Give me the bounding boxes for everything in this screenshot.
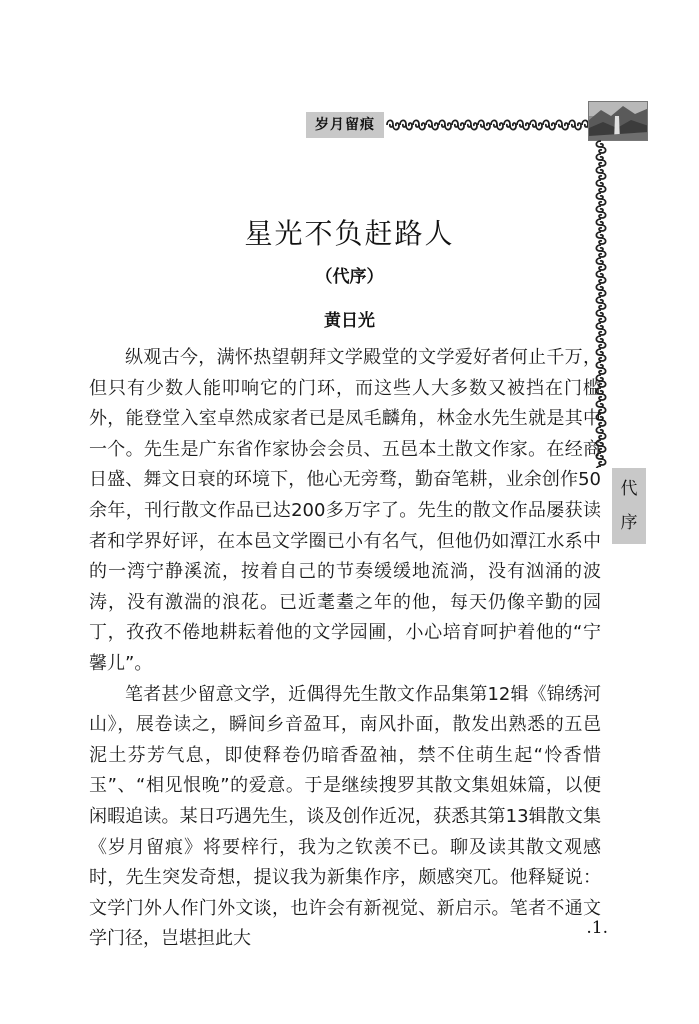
article-title: 星光不负赶路人 xyxy=(244,217,455,250)
landscape-photo-icon xyxy=(588,101,648,141)
section-tag: 岁月留痕 xyxy=(306,112,384,138)
article-author: 黄日光 xyxy=(324,311,375,331)
paragraph: 纵观古今，满怀热望朝拜文学殿堂的文学爱好者何止千万，但只有少数人能叩响它的门环，而这些人大多数又被挡在门槛外，能登堂入室卓然成家者已是凤毛麟角，林金水先生就是其中一个。先生是广东省作家协会会员、五邑本土散文作家。在经商日盛、舞文日衰的环境下，他心无旁骛，勤奋笔耕，业余创作50余年，刊行散文作品已达200多万字了。先生的散文作品屡获读者和学界好评，在本邑文学圈已小有名气，但他仍如潭江水系中的一湾宁静溪流，按着自己的节奏缓缓地流淌，没有汹涌的波涛，没有激湍的浪花。已近耄耋之年的他，每天仍像辛勤的园丁，孜孜不倦地耕耘着他的文学园圃，小心培育呵护着他的“宁馨儿”。 xyxy=(89,347,601,674)
side-tab-char: 代 xyxy=(620,479,638,499)
article-subtitle: （代序） xyxy=(315,267,384,287)
paragraph: 笔者甚少留意文学，近偶得先生散文作品集第12辑《锦绣河山》，展卷读之，瞬间乡音盈耳，南风扑面，散发出熟悉的五邑泥土芬芳气息，即使释卷仍暗香盈袖，禁不住萌生起“怜香惜玉”、“相见恨晚”的爱意。于是继续搜罗其散文集姐妹篇，以便闲暇追读。某日巧遇先生，谈及创作近况，获悉其第13辑散文集《岁月留痕》将要梓行，我为之钦羡不已。聊及读其散文观感时，先生突发奇想，提议我为新集作序，颇感突兀。他释疑说：文学门外人作门外文谈，也许会有新视觉、新启示。笔者不通文学门径，岂堪担此大 xyxy=(89,683,601,950)
page-number: .1. xyxy=(586,918,608,938)
scroll-ornament-icon xyxy=(386,113,588,137)
side-tab-char: 序 xyxy=(620,513,638,533)
side-tab xyxy=(612,468,646,544)
article-body xyxy=(89,343,601,955)
